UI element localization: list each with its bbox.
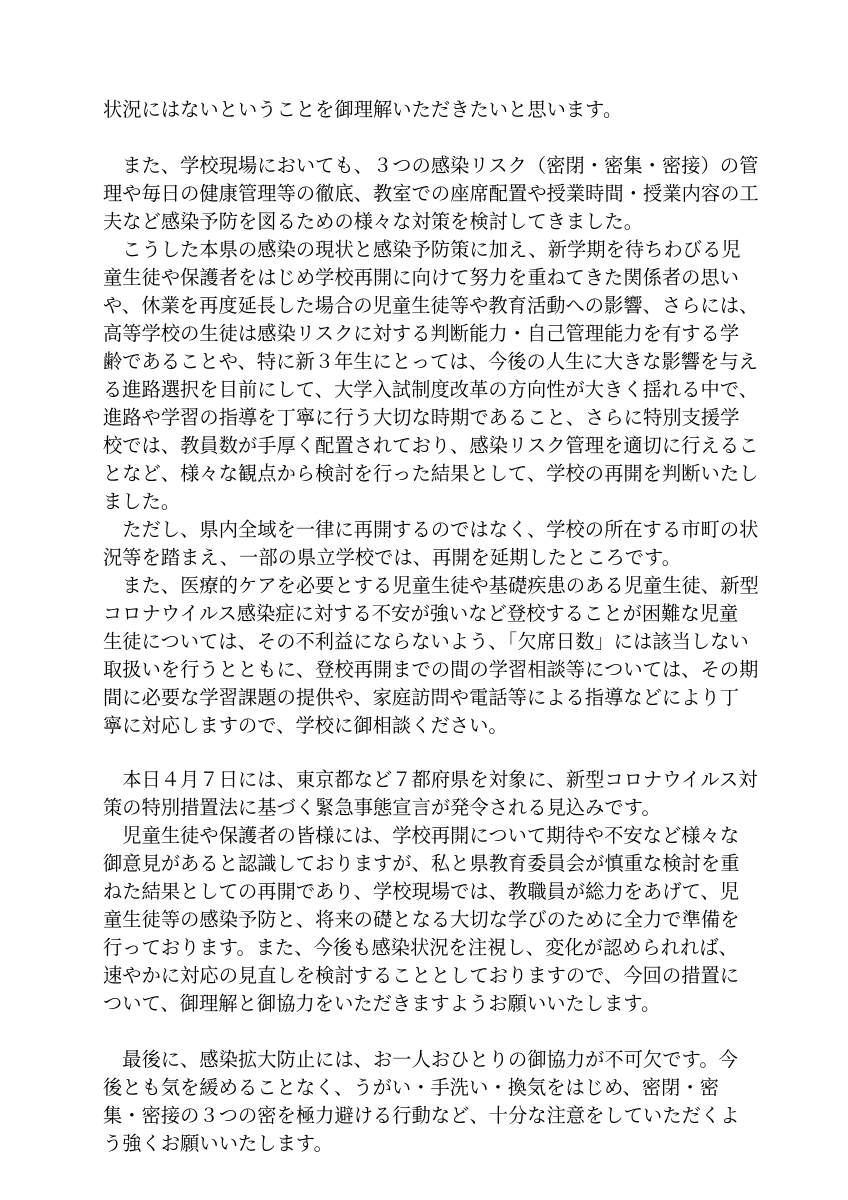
text-line: 後とも気を緩めることなく、うがい・手洗い・換気をはじめ、密閉・密: [103, 1076, 720, 1099]
text-line: 況等を踏まえ、一部の県立学校では、再開を延期したところです。: [103, 546, 682, 569]
text-line: また、医療的ケアを必要とする児童生徒や基礎疾患のある児童生徒、新型: [103, 574, 759, 597]
text-line: 最後に、感染拡大防止には、お一人おひとりの御協力が不可欠です。今: [103, 1048, 738, 1071]
text-line: 集・密接の３つの密を極力避ける行動など、十分な注意をしていただくよ: [103, 1104, 740, 1127]
text-line: 速やかに対応の見直しを検討することとしておりますので、今回の措置に: [103, 964, 740, 987]
text-line: 本日４月７日には、東京都など７都府県を対象に、新型コロナウイルス対: [103, 768, 758, 791]
text-line: ついて、御理解と御協力をいただきますようお願いいたします。: [103, 992, 661, 1015]
text-line: や、休業を再度延長した場合の児童生徒等や教育活動への影響、さらには、: [103, 294, 759, 317]
text-line: 状況にはないということを御理解いただきたいと思います。: [103, 98, 623, 121]
text-line: 童生徒等の感染予防と、将来の礎となる大切な学びのために全力で準備を: [103, 908, 740, 931]
text-line: 齢であることや、特に新３年生にとっては、今後の人生に大きな影響を与え: [103, 350, 759, 373]
text-line: る進路選択を目前にして、大学入試制度改革の方向性が大きく揺れる中で、: [103, 378, 759, 401]
text-line: 策の特別措置法に基づく緊急事態宣言が発令される見込みです。: [103, 796, 661, 819]
text-line: 寧に対応しますので、学校に御相談ください。: [103, 714, 508, 737]
text-line: こうした本県の感染の現状と感染予防策に加え、新学期を待ちわびる児: [103, 238, 741, 261]
text-line: 御意見があると認識しておりますが、私と県教育委員会が慎重な検討を重: [103, 852, 740, 875]
text-line: 児童生徒や保護者の皆様には、学校再開について期待や不安など様々な: [103, 824, 740, 847]
text-line: 校では、教員数が手厚く配置されており、感染リスク管理を適切に行えるこ: [103, 434, 759, 457]
text-line: 童生徒や保護者をはじめ学校再開に向けて努力を重ねてきた関係者の思い: [103, 266, 740, 289]
text-line: コロナウイルス感染症に対する不安が強いなど登校することが困難な児童: [103, 602, 739, 625]
text-line: ただし、県内全域を一律に再開するのではなく、学校の所在する市町の状: [103, 518, 759, 541]
text-line: 高等学校の生徒は感染リスクに対する判断能力・自己管理能力を有する学: [103, 322, 740, 345]
text-line: 間に必要な学習課題の提供や、家庭訪問や電話等による指導などにより丁: [103, 686, 740, 709]
text-line: 夫など感染予防を図るための様々な対策を検討してきました。: [103, 210, 644, 233]
text-line: ました。: [103, 490, 181, 513]
text-line: 取扱いを行うとともに、登校再開までの間の学習相談等については、その期: [103, 658, 759, 681]
text-line: 行っております。また、今後も感染状況を注視し、変化が認められれば、: [103, 936, 738, 959]
text-line: う強くお願いいたします。: [103, 1132, 333, 1155]
text-line: また、学校現場においても、３つの感染リスク（密閉・密集・密接）の管: [103, 154, 759, 177]
text-line: ねた結果としての再開であり、学校現場では、教職員が総力をあげて、児: [103, 880, 740, 903]
text-line: 進路や学習の指導を丁寧に行う大切な時期であること、さらに特別支援学: [103, 406, 740, 429]
text-line: となど、様々な観点から検討を行った結果として、学校の再開を判断いたし: [103, 462, 759, 485]
text-line: 理や毎日の健康管理等の徹底、教室での座席配置や授業時間・授業内容の工: [103, 182, 759, 205]
text-line: 生徒については、その不利益にならないよう、「欠席日数」には該当しない: [103, 630, 749, 653]
